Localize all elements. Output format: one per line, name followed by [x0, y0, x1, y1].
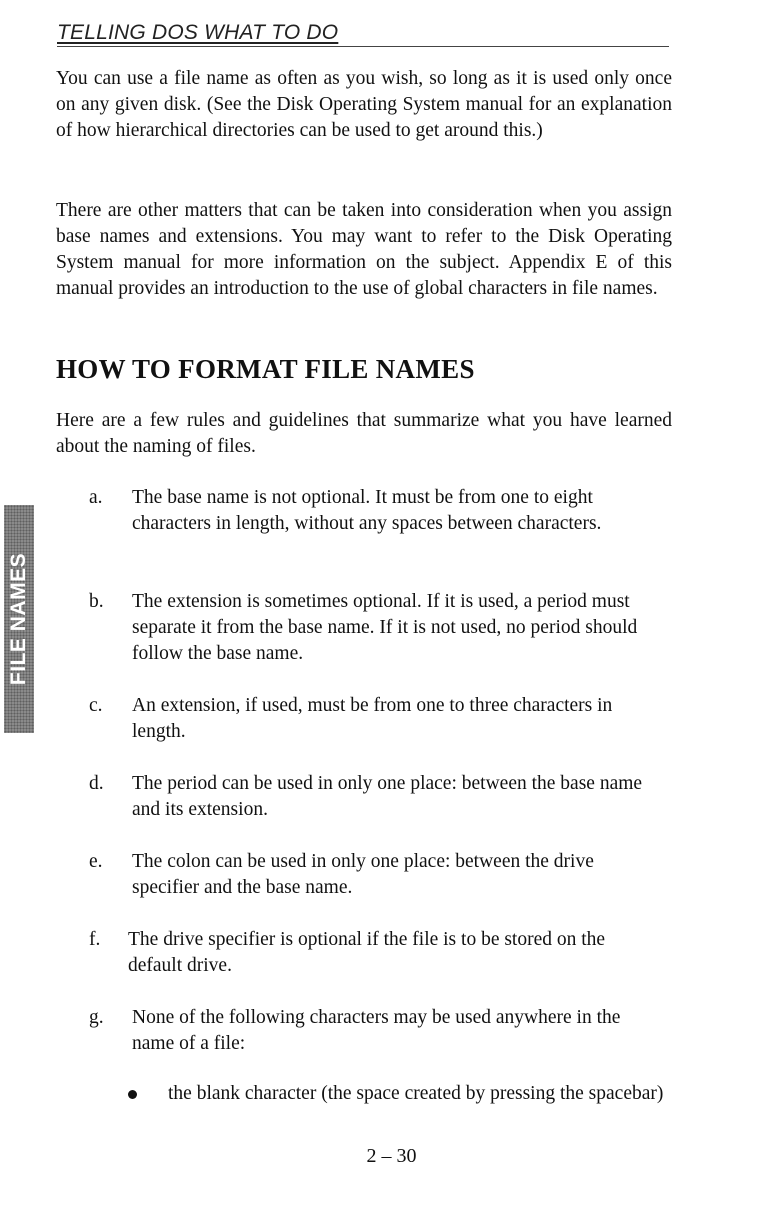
- section-heading: HOW TO FORMAT FILE NAMES: [56, 354, 475, 384]
- rule-letter: d.: [89, 773, 104, 794]
- running-head: [57, 20, 669, 47]
- section-thumb-tab: [4, 505, 34, 733]
- bullet-icon: [128, 1090, 137, 1099]
- rule-letter: c.: [89, 695, 103, 716]
- rule-letter: b.: [89, 591, 104, 612]
- body-paragraph: You can use a file name as often as you wish, so long as it is used only once on any given disk. (See the Disk Operating System manual for an explanation of how hierarchical directories can be used to get around this.): [56, 68, 672, 141]
- rule-text: An extension, if used, must be from one to three characters in length.: [132, 695, 613, 742]
- rule-letter: g.: [89, 1007, 104, 1028]
- body-paragraph: There are other matters that can be taken into consideration when you assign base names and extensions. You may want to refer to the Disk Operating System manual for more information on the subject. Appendix E of this manual provides an introduction to the use of global characters in file names.: [56, 200, 672, 299]
- rule-text: The drive specifier is optional if the file is to be stored on the default drive.: [128, 929, 606, 976]
- page-number: 2 – 30: [366, 1145, 417, 1167]
- side-tab-label: FILE NAMES: [7, 552, 30, 686]
- running-head-text: TELLING DOS WHAT TO DO: [57, 21, 339, 44]
- body-paragraph: Here are a few rules and guidelines that summarize what you have learned about the naming of files.: [56, 410, 672, 457]
- rule-text: None of the following characters may be used anywhere in the name of a file:: [132, 1007, 621, 1054]
- rule-letter: f.: [89, 929, 101, 950]
- rule-text: The period can be used in only one place: between the base name and its extension.: [132, 773, 643, 820]
- rule-text: The colon can be used in only one place: between the drive specifier and the base name.: [132, 851, 594, 898]
- rule-letter: e.: [89, 851, 103, 872]
- rule-letter: a.: [89, 487, 103, 508]
- bullet-text: the blank character (the space created by pressing the spacebar): [168, 1083, 664, 1104]
- rule-text: The extension is sometimes optional. If it is used, a period must separate it from the base name. If it is not used, no period should follow the base name.: [132, 591, 638, 664]
- rule-text: The base name is not optional. It must be from one to eight characters in length, without any spaces between characters.: [132, 487, 602, 534]
